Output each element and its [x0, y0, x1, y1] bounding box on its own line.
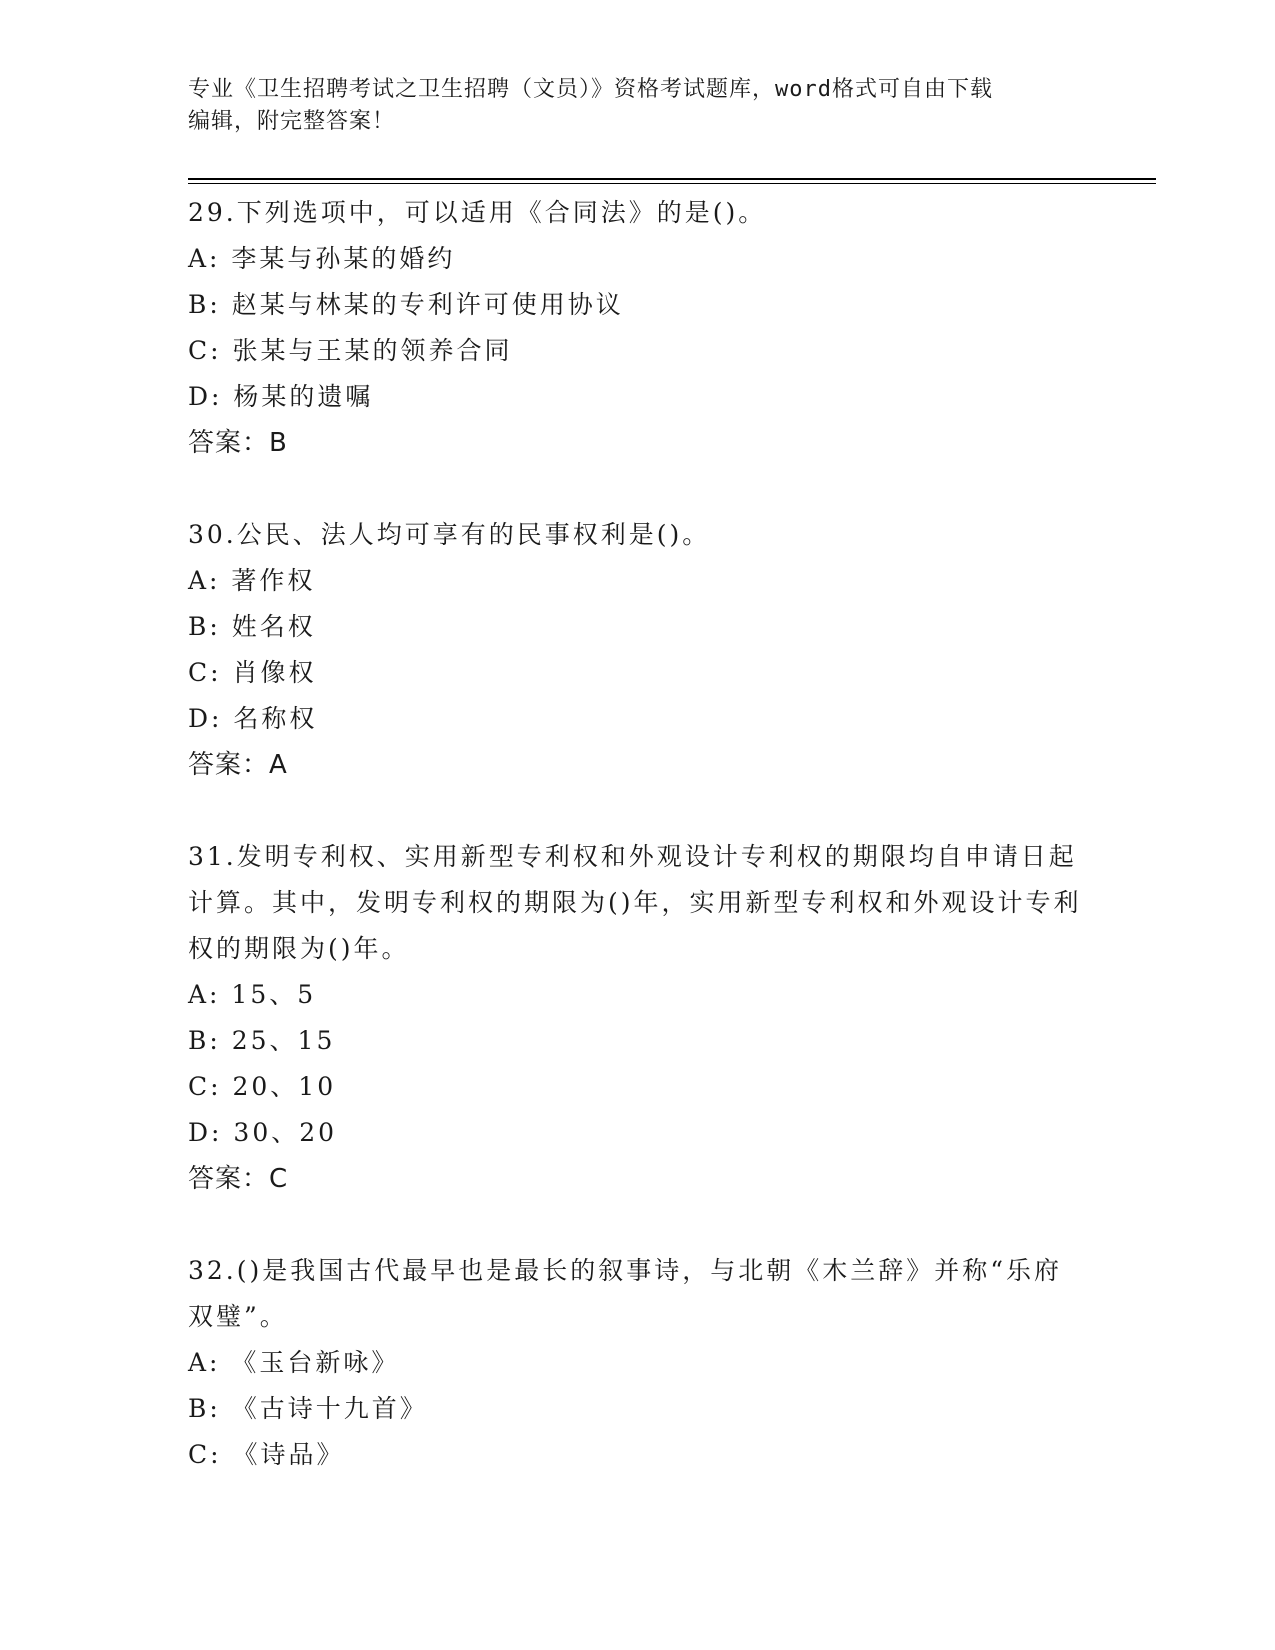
- option-b: B: 赵某与林某的专利许可使用协议: [188, 290, 624, 319]
- question-32: [188, 1248, 1088, 1478]
- option-d: D: 杨某的遗嘱: [188, 382, 374, 411]
- option-a: A: 著作权: [188, 566, 316, 595]
- question-stem: 32.()是我国古代最早也是最长的叙事诗，与北朝《木兰辞》并称“乐府双璧”。: [188, 1256, 1063, 1331]
- header-line-1: 专业《卫生招聘考试之卫生招聘（文员）》资格考试题库，word格式可自由下载: [188, 77, 993, 102]
- option-b: B: 25、15: [188, 1026, 336, 1055]
- option-a: A: 《玉台新咏》: [188, 1348, 400, 1377]
- answer: 答案：A: [188, 750, 288, 780]
- option-c: C: 肖像权: [188, 658, 317, 687]
- question-stem: 31.发明专利权、实用新型专利权和外观设计专利权的期限均自申请日起计算。其中，发明专利权的期限为()年，实用新型专利权和外观设计专利权的期限为()年。: [188, 842, 1082, 963]
- option-c: C: 《诗品》: [188, 1440, 345, 1469]
- option-d: D: 名称权: [188, 704, 318, 733]
- question-31: [188, 834, 1088, 1202]
- header-line-2: 编辑，附完整答案！: [188, 109, 396, 134]
- answer: 答案：B: [188, 428, 288, 458]
- header-divider-thick: [188, 178, 1156, 180]
- question-stem: 29.下列选项中，可以适用《合同法》的是()。: [188, 198, 767, 227]
- answer: 答案：C: [188, 1164, 289, 1194]
- question-list: [188, 190, 1088, 1524]
- option-b: B: 《古诗十九首》: [188, 1394, 428, 1423]
- option-c: C: 张某与王某的领养合同: [188, 336, 513, 365]
- option-a: A: 李某与孙某的婚约: [188, 244, 456, 273]
- question-29: [188, 190, 1088, 466]
- option-c: C: 20、10: [188, 1072, 337, 1101]
- document-header: [188, 74, 1088, 138]
- option-a: A: 15、5: [188, 980, 317, 1009]
- option-d: D: 30、20: [188, 1118, 338, 1147]
- option-b: B: 姓名权: [188, 612, 316, 641]
- header-divider-thin: [188, 183, 1156, 184]
- question-30: [188, 512, 1088, 788]
- question-stem: 30.公民、法人均可享有的民事权利是()。: [188, 520, 711, 549]
